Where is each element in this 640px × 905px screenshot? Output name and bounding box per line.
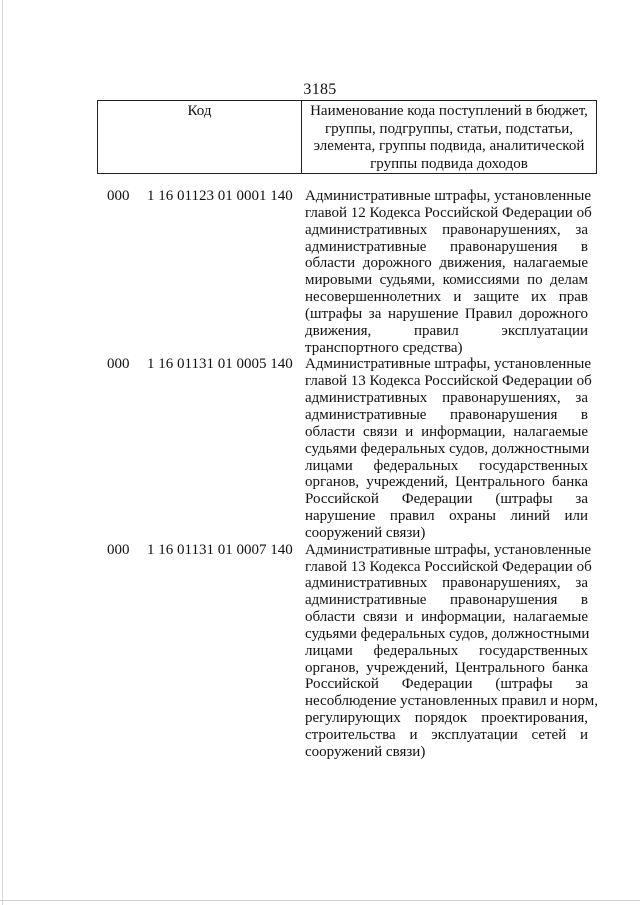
header-name-line: группы подвида доходов: [370, 155, 528, 172]
description-line: нарушение правил охраны линий или: [305, 508, 588, 525]
header-name-cell: [302, 101, 596, 173]
description-line: Российской Федерации (штрафы за: [305, 491, 588, 508]
description-line: несоблюдение установленных правил и норм,: [305, 693, 598, 710]
kbk-code: 1 16 01131 01 0005 140: [147, 356, 293, 373]
kbk-code: 1 16 01123 01 0001 140: [147, 188, 293, 204]
description-line: судьями федеральных судов, должностными: [305, 440, 590, 457]
description-line: главой 13 Кодекса Российской Федерации об: [305, 558, 592, 575]
header-name-line: Наименование кода поступлений в бюджет,: [310, 103, 588, 119]
page-number: 3185: [303, 81, 337, 98]
kbk-code: 1 16 01131 01 0007 140: [147, 541, 293, 558]
description-line: судьями федеральных судов, должностными: [305, 625, 590, 642]
description-line: органов, учреждений, Центрального банка: [305, 659, 588, 676]
description-line: транспортного средства): [305, 339, 463, 356]
description-line: несовершеннолетних и защите их прав: [305, 289, 588, 306]
description-line: административных правонарушениях, за: [305, 221, 588, 238]
description-line: главой 12 Кодекса Российской Федерации об: [305, 204, 592, 221]
table-header: [97, 100, 597, 174]
table-body: [0, 188, 640, 761]
header-code-cell: Код: [98, 101, 302, 173]
description-line: лицами федеральных государственных: [305, 457, 588, 474]
row-description: [305, 541, 598, 761]
description-line: сооружений связи): [305, 743, 426, 760]
table-row: [0, 188, 640, 356]
description-line: административные правонарушения в: [305, 592, 588, 609]
description-line: административные правонарушения в: [305, 406, 588, 423]
table-row: [0, 356, 640, 541]
description-line: Российской Федерации (штрафы за: [305, 676, 588, 693]
description-line: регулирующих порядок проектирования,: [305, 710, 588, 727]
admin-code: 000: [107, 188, 130, 204]
description-line: Административные штрафы, установленные: [305, 356, 592, 373]
scan-edge-bottom: [0, 900, 640, 901]
description-line: лицами федеральных государственных: [305, 642, 588, 659]
description-line: мировыми судьями, комиссиями по делам: [305, 272, 588, 289]
row-description: [305, 356, 592, 541]
description-line: Административные штрафы, установленные: [305, 541, 592, 558]
description-line: Административные штрафы, установленные: [305, 188, 592, 204]
description-line: строительства и эксплуатации сетей и: [305, 727, 588, 743]
description-line: органов, учреждений, Центрального банка: [305, 474, 588, 491]
description-line: (штрафы за нарушение Правил дорожного: [305, 305, 588, 322]
description-line: области связи и информации, налагаемые: [305, 609, 588, 626]
header-name-line: элемента, группы подвида, аналитической: [313, 138, 585, 154]
admin-code: 000: [107, 541, 130, 558]
description-line: административные правонарушения в: [305, 238, 588, 255]
table-row: [0, 542, 640, 761]
row-description: [305, 188, 592, 356]
description-line: области дорожного движения, налагаемые: [305, 255, 588, 272]
description-line: движения, правил эксплуатации: [305, 322, 588, 339]
description-line: административных правонарушениях, за: [305, 575, 588, 592]
description-line: сооружений связи): [305, 524, 426, 541]
admin-code: 000: [107, 356, 130, 373]
description-line: области связи и информации, налагаемые: [305, 423, 588, 440]
header-name-line: группы, подгруппы, статьи, подстатьи,: [324, 120, 574, 137]
description-line: главой 13 Кодекса Российской Федерации об: [305, 373, 592, 390]
description-line: административных правонарушениях, за: [305, 390, 588, 407]
